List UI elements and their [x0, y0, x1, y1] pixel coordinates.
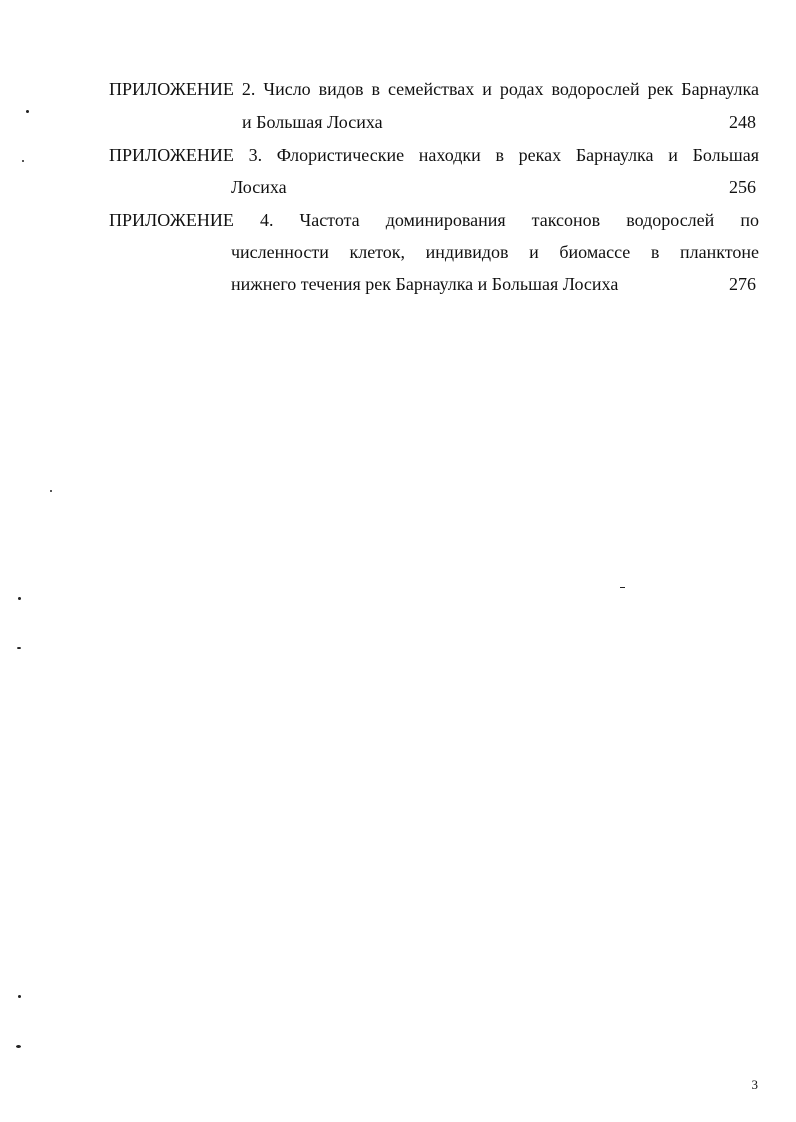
toc-entry-4-page: 276	[729, 274, 756, 294]
footer-page-number: 3	[751, 1077, 758, 1092]
toc-entry-4-line-2: численности клеток, индивидов и биомассе в планктоне	[231, 242, 759, 262]
scan-speck	[620, 587, 625, 588]
toc-entry-4-line-1: ПРИЛОЖЕНИЕ 4. Частота доминирования таксонов водорослей по	[109, 210, 759, 230]
scan-speck	[26, 110, 29, 113]
toc-entry-3-page: 256	[729, 177, 756, 197]
scan-speck	[18, 995, 21, 998]
toc-entry-2-line-2: и Большая Лосиха	[242, 112, 383, 132]
toc-entry-2-line-1: ПРИЛОЖЕНИЕ 2. Число видов в семействах и родах водорослей рек Барнаулка	[109, 79, 759, 99]
scan-speck	[22, 160, 24, 162]
scan-speck	[16, 1045, 21, 1048]
toc-entry-2-page: 248	[729, 112, 756, 132]
scan-speck	[50, 490, 52, 492]
scan-speck	[17, 647, 21, 649]
toc-entry-3-line-2: Лосиха	[231, 177, 287, 197]
scan-speck	[18, 597, 21, 600]
toc-entry-4-line-3: нижнего течения рек Барнаулка и Большая Лосиха	[231, 274, 619, 294]
toc-entry-3-line-1: ПРИЛОЖЕНИЕ 3. Флористические находки в реках Барнаулка и Большая	[109, 145, 759, 165]
